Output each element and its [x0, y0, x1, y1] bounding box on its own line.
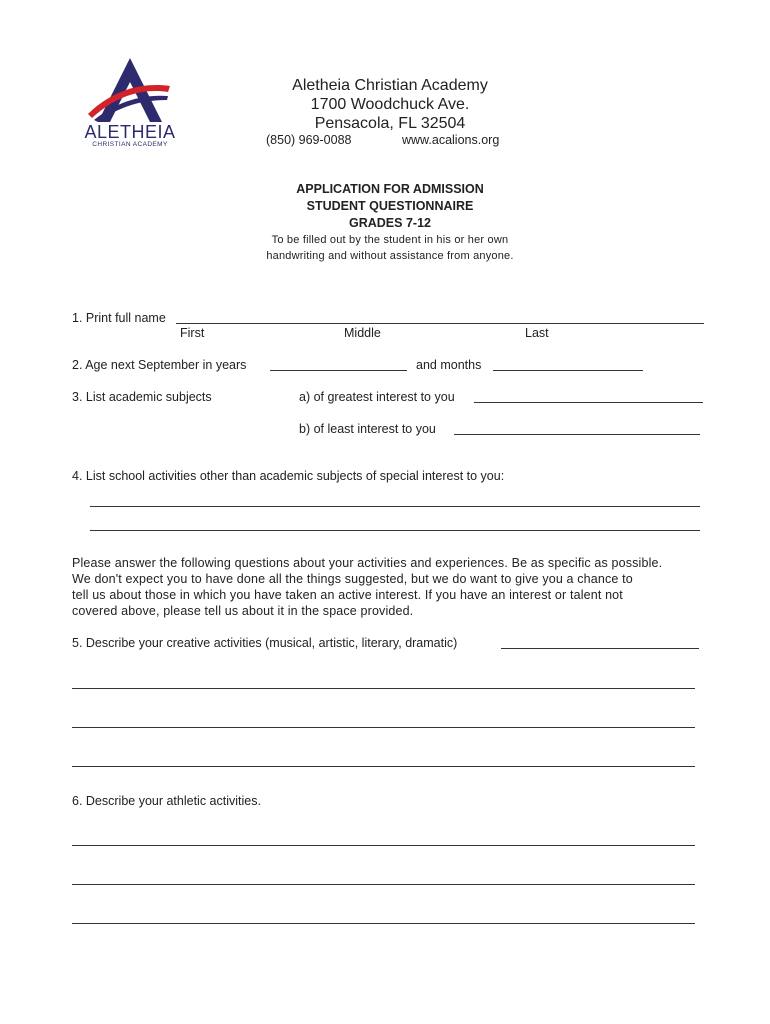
least-interest-field[interactable] — [454, 422, 700, 435]
instructions-line2: handwriting and without assistance from anyone. — [266, 250, 514, 262]
full-name-field[interactable] — [176, 311, 704, 324]
age-months-field[interactable] — [493, 358, 643, 371]
q3a-label: a) of greatest interest to you — [299, 390, 455, 404]
school-address-line2: Pensacola, FL 32504 — [314, 115, 466, 132]
q1-label: 1. Print full name — [72, 311, 166, 325]
first-name-caption: First — [180, 326, 205, 340]
age-years-field[interactable] — [270, 358, 407, 371]
logo-mark — [84, 56, 176, 126]
creative-line-1[interactable] — [72, 676, 695, 689]
q5-label: 5. Describe your creative activities (musical, artistic, literary, dramatic) — [72, 636, 458, 650]
school-website: www.acalions.org — [402, 133, 500, 147]
activities-line-1[interactable] — [90, 494, 700, 507]
instructions-paragraph-line3: tell us about those in which you have taken an active interest. If you have an interest or talent not — [72, 588, 623, 602]
athletic-line-3[interactable] — [72, 911, 695, 924]
instructions-paragraph-line1: Please answer the following questions about your activities and experiences. Be as specific as possible. — [72, 556, 663, 570]
creative-activities-field[interactable] — [501, 636, 699, 649]
q6-label: 6. Describe your athletic activities. — [72, 794, 261, 808]
instructions-paragraph-line2: We don't expect you to have done all the things suggested, but we do want to give you a chance to — [72, 572, 633, 586]
creative-line-3[interactable] — [72, 754, 695, 767]
q3-label: 3. List academic subjects — [72, 390, 212, 404]
logo-wordmark: ALETHEIA — [84, 122, 176, 142]
activities-line-2[interactable] — [90, 518, 700, 531]
creative-line-2[interactable] — [72, 715, 695, 728]
form-title: APPLICATION FOR ADMISSION — [296, 182, 484, 196]
q3b-label: b) of least interest to you — [299, 422, 436, 436]
q4-label: 4. List school activities other than academic subjects of special interest to you: — [72, 469, 505, 483]
athletic-line-1[interactable] — [72, 833, 695, 846]
greatest-interest-field[interactable] — [474, 390, 703, 403]
last-name-caption: Last — [525, 326, 549, 340]
school-logo — [84, 56, 184, 156]
middle-name-caption: Middle — [344, 326, 381, 340]
school-address-line1: 1700 Woodchuck Ave. — [310, 96, 470, 113]
q2-months-label: and months — [416, 358, 482, 372]
form-grades: GRADES 7-12 — [349, 216, 431, 230]
school-name: Aletheia Christian Academy — [292, 77, 488, 94]
school-phone: (850) 969-0088 — [266, 133, 352, 147]
form-subtitle: STUDENT QUESTIONNAIRE — [306, 199, 474, 213]
instructions-line1: To be filled out by the student in his or her own — [271, 234, 509, 246]
q2-label: 2. Age next September in years — [72, 358, 247, 372]
instructions-paragraph-line4: covered above, please tell us about it in the space provided. — [72, 604, 414, 618]
athletic-line-2[interactable] — [72, 872, 695, 885]
logo-subtitle: CHRISTIAN ACADEMY — [92, 141, 168, 148]
